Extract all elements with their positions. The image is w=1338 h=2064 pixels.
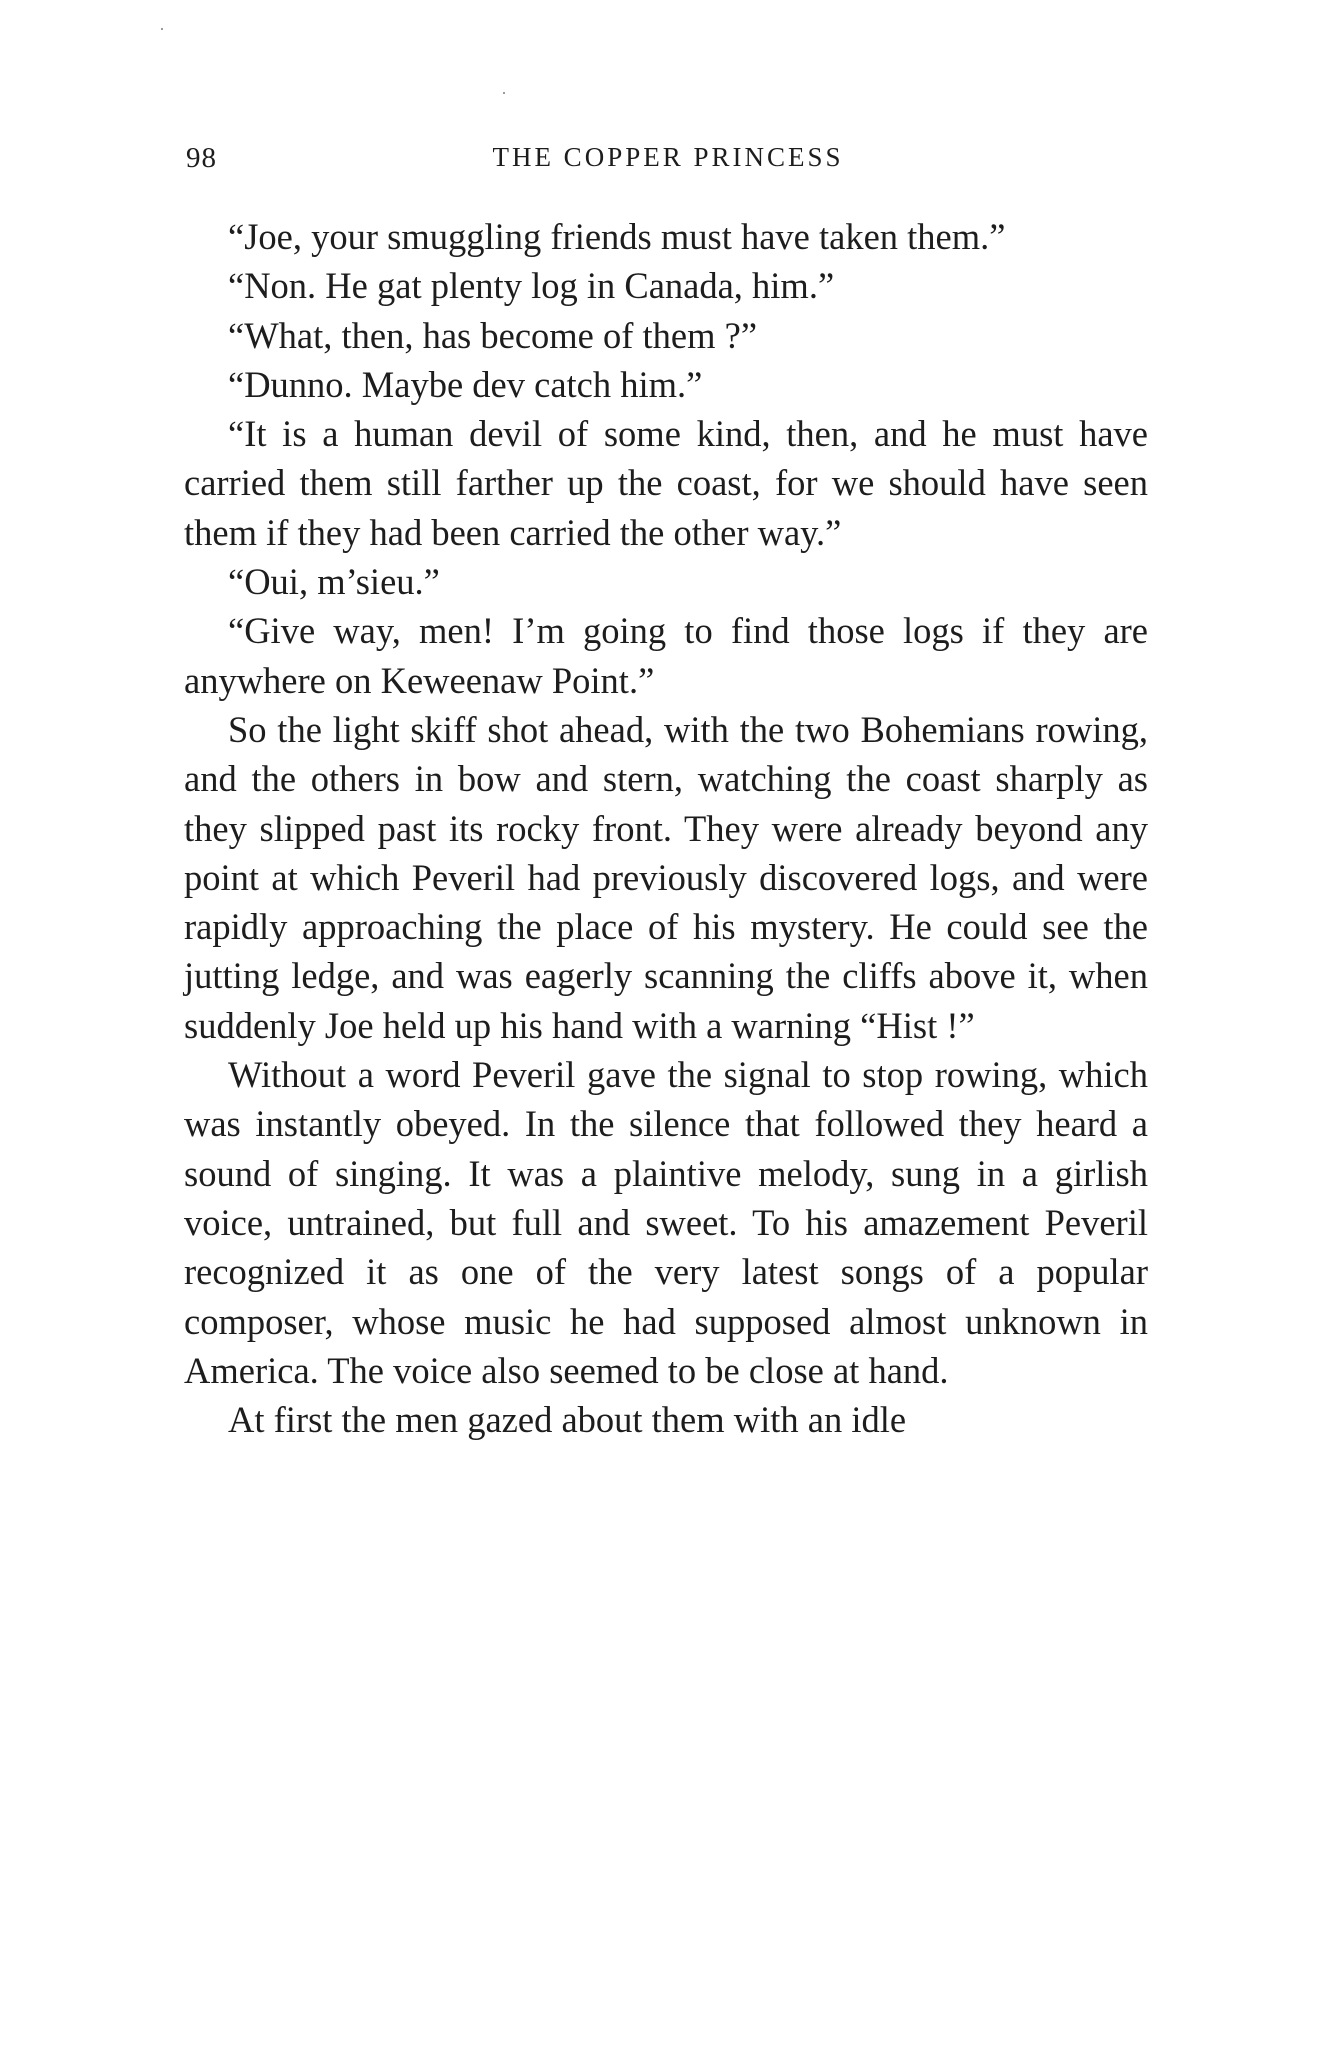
- paragraph: “What, then, has become of them ?”: [228, 314, 758, 356]
- page-number: 98: [186, 142, 217, 174]
- paragraph: “Oui, m’sieu.”: [228, 561, 440, 603]
- paragraph: “Give way, men! I’m going to find those logs if they are anywhere on Keweenaw Point.”: [184, 610, 1148, 701]
- paragraph: At first the men gazed about them with an idle: [228, 1399, 907, 1441]
- scan-speck: [161, 28, 163, 30]
- scan-speck: [503, 92, 505, 94]
- running-head: [186, 142, 1150, 182]
- paragraph: “Non. He gat plenty log in Canada, him.”: [228, 265, 835, 307]
- paragraph: “Dunno. Maybe dev catch him.”: [228, 363, 703, 405]
- running-title: THE COPPER PRINCESS: [492, 142, 844, 172]
- paragraph: “It is a human devil of some kind, then, and he must have carried them still farther up the coast, for we should have seen them if they had been carried the other way.”: [184, 413, 1148, 553]
- body-text: [184, 212, 1148, 1444]
- paragraph: Without a word Peveril gave the signal to stop rowing, which was instantly obeyed. In the silence that followed they heard a sound of singing. It was a plaintive melody, sung in a girlish voice, untrained, but full and sweet. To his amazement Peveril recognized it as one of the very latest songs of a popular composer, whose music he had supposed almost unknown in America. The voice also seemed to be close at hand.: [184, 1054, 1148, 1391]
- paragraph: So the light skiff shot ahead, with the two Bohemians rowing, and the others in bow and stern, watching the coast sharply as they slipped past its rocky front. They were already beyond any point at which Peveril had previously discovered logs, and were rapidly approaching the place of his mystery. He could see the jutting ledge, and was eagerly scanning the cliffs above it, when suddenly Joe held up his hand with a warning “Hist !”: [184, 708, 1148, 1046]
- paragraph: “Joe, your smuggling friends must have taken them.”: [228, 216, 1006, 257]
